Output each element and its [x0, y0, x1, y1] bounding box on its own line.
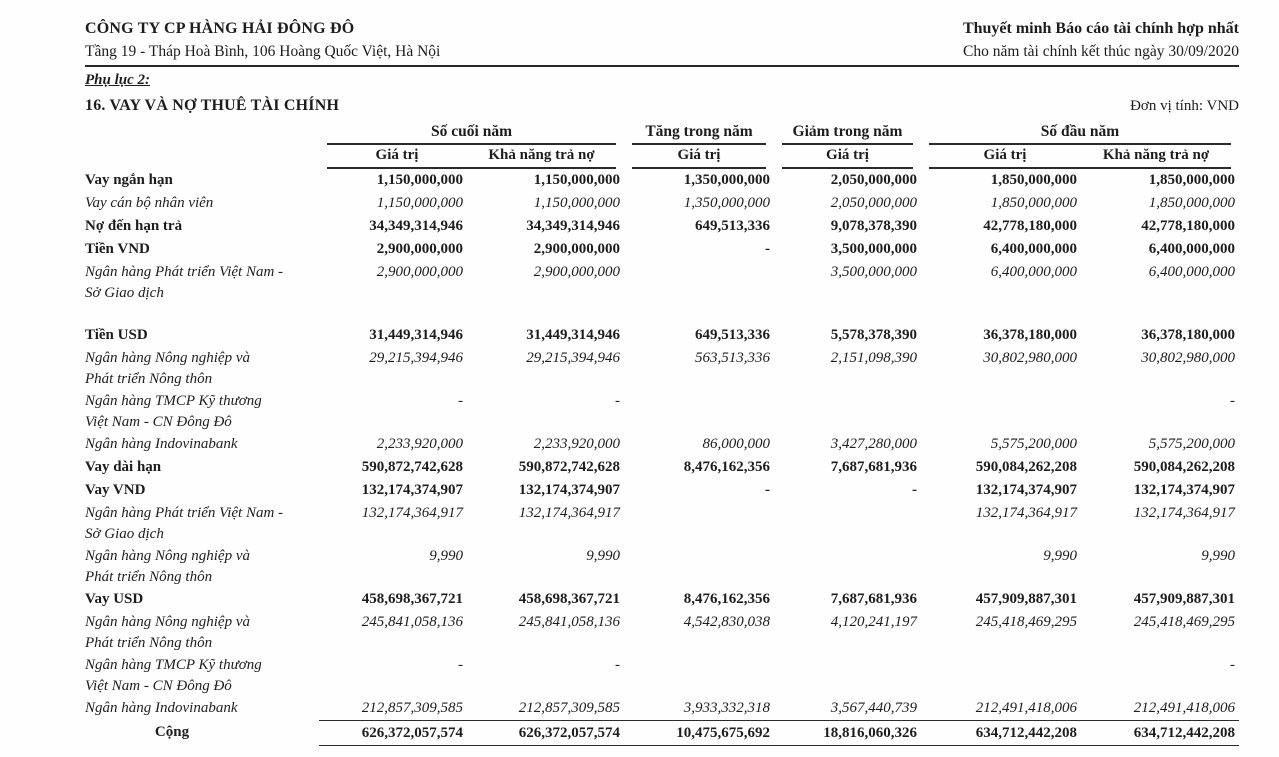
appendix-label: Phụ lục 2: — [85, 72, 151, 88]
cell-value: - — [912, 482, 917, 498]
company-name: CÔNG TY CP HÀNG HẢI ĐÔNG ĐÔ — [85, 20, 355, 37]
cell-value: 212,491,418,006 — [1081, 697, 1239, 721]
table-row — [85, 545, 1239, 588]
cell-value: 132,174,374,907 — [361, 482, 463, 498]
cell-value — [624, 545, 774, 588]
column-group-row — [85, 123, 1239, 145]
cell-value: 1,850,000,000 — [990, 172, 1077, 188]
subheader-value-2: Giá trị — [624, 145, 774, 169]
table-row — [85, 261, 1239, 304]
unit-label: Đơn vị tính: VND — [1130, 98, 1239, 114]
cell-value: 3,567,440,739 — [774, 697, 921, 721]
cell-value: 590,872,742,628 — [361, 459, 463, 475]
col-group-beginning: Số đầu năm — [921, 123, 1239, 145]
cell-value: 1,850,000,000 — [1148, 195, 1235, 211]
cell-value — [624, 261, 774, 304]
cell-value: 458,698,367,721 — [361, 591, 463, 607]
cell-value: 2,900,000,000 — [533, 241, 620, 257]
cell-value: 1,150,000,000 — [376, 172, 463, 188]
table-row — [85, 169, 1239, 192]
cell-value: 36,378,180,000 — [1141, 327, 1235, 343]
cell-value: 2,050,000,000 — [830, 195, 917, 211]
table-row — [85, 347, 1239, 390]
cell-value: - — [1230, 393, 1235, 409]
cell-value: 457,909,887,301 — [1133, 591, 1235, 607]
row-label: Ngân hàng Indovinabank — [85, 436, 238, 452]
cell-value: 457,909,887,301 — [975, 591, 1077, 607]
table-row — [85, 697, 1239, 721]
cell-value: 30,802,980,000 — [1141, 350, 1235, 366]
table-row — [85, 654, 1239, 697]
cell-value: 5,575,200,000 — [1148, 436, 1235, 452]
row-label: Vay USD — [85, 591, 144, 607]
report-period: Cho năm tài chính kết thúc ngày 30/09/2020 — [963, 43, 1239, 60]
row-label: Ngân hàng Phát triển Việt Nam - Sở Giao dịch — [85, 264, 284, 301]
cell-value: - — [615, 657, 620, 673]
cell-value: 29,215,394,946 — [526, 350, 620, 366]
cell-value: 8,476,162,356 — [683, 459, 770, 475]
subheader-repay-1: Khả năng trả nợ — [467, 145, 624, 169]
cell-value: 3,500,000,000 — [830, 241, 917, 257]
table-row — [85, 611, 1239, 654]
cell-value: 1,350,000,000 — [683, 172, 770, 188]
cell-value: 30,802,980,000 — [983, 350, 1077, 366]
cell-value — [624, 502, 774, 545]
cell-value: 132,174,364,917 — [975, 505, 1077, 521]
cell-value — [921, 654, 1081, 697]
subheader-value-4: Giá trị — [921, 145, 1081, 169]
table-row — [85, 588, 1239, 611]
cell-value: 31,449,314,946 — [526, 327, 620, 343]
letterhead — [85, 20, 1239, 61]
cell-value: 458,698,367,721 — [518, 591, 620, 607]
cell-value: 1,150,000,000 — [376, 195, 463, 211]
cell-value: 132,174,374,907 — [1133, 482, 1235, 498]
cell-value: 212,857,309,585 — [467, 697, 624, 721]
cell-value: 2,900,000,000 — [533, 264, 620, 280]
cell-value: 245,841,058,136 — [518, 614, 620, 630]
cell-value: 8,476,162,356 — [683, 591, 770, 607]
row-label: Vay VND — [85, 482, 146, 498]
cell-value: - — [458, 657, 463, 673]
cell-value: 2,900,000,000 — [376, 264, 463, 280]
table-row — [85, 456, 1239, 479]
table-row — [85, 192, 1239, 215]
row-label: Tiền USD — [85, 327, 148, 343]
cell-value: - — [615, 393, 620, 409]
cell-value: 626,372,057,574 — [319, 721, 467, 746]
row-label: Vay cán bộ nhân viên — [85, 195, 214, 211]
col-group-decrease: Giảm trong năm — [774, 123, 921, 145]
cell-value: 590,872,742,628 — [518, 459, 620, 475]
cell-value: 34,349,314,946 — [526, 218, 620, 234]
row-label: Ngân hàng Nông nghiệp và Phát triển Nông thôn — [85, 614, 250, 651]
cell-value — [774, 502, 921, 545]
cell-value: - — [1230, 657, 1235, 673]
cell-value: 1,850,000,000 — [1148, 172, 1235, 188]
cell-value: 42,778,180,000 — [983, 218, 1077, 234]
cell-value: 7,687,681,936 — [830, 459, 917, 475]
cell-value: 3,427,280,000 — [830, 436, 917, 452]
section-title: 16. VAY VÀ NỢ THUÊ TÀI CHÍNH — [85, 97, 340, 114]
cell-value: 132,174,374,907 — [518, 482, 620, 498]
cell-value: 31,449,314,946 — [369, 327, 463, 343]
table-row — [85, 390, 1239, 433]
cell-value: 29,215,394,946 — [369, 350, 463, 366]
header-divider — [85, 65, 1239, 67]
cell-value — [774, 545, 921, 588]
subheader-value-1: Giá trị — [319, 145, 467, 169]
cell-value: 2,233,920,000 — [376, 436, 463, 452]
row-label: Ngân hàng Nông nghiệp và Phát triển Nông thôn — [85, 350, 250, 387]
cell-value: 245,418,469,295 — [1133, 614, 1235, 630]
cell-value — [774, 390, 921, 433]
cell-value: 7,687,681,936 — [830, 591, 917, 607]
cell-value: 42,778,180,000 — [1141, 218, 1235, 234]
spacer-row — [85, 304, 1239, 324]
cell-value: 6,400,000,000 — [990, 264, 1077, 280]
company-address: Tầng 19 - Tháp Hoà Bình, 106 Hoàng Quốc Việt, Hà Nội — [85, 43, 441, 60]
cell-value: 245,841,058,136 — [361, 614, 463, 630]
row-label: Cộng — [154, 724, 190, 740]
cell-value: 36,378,180,000 — [983, 327, 1077, 343]
cell-value: 3,933,332,318 — [624, 697, 774, 721]
table-row — [85, 215, 1239, 238]
cell-value: 1,150,000,000 — [533, 172, 620, 188]
table-row — [85, 721, 1239, 746]
letterhead-right — [963, 20, 1239, 61]
row-label: Ngân hàng Indovinabank — [85, 700, 238, 716]
row-label: Vay ngắn hạn — [85, 172, 173, 188]
cell-value — [624, 390, 774, 433]
cell-value: 132,174,364,917 — [518, 505, 620, 521]
cell-value: 626,372,057,574 — [467, 721, 624, 746]
cell-value: - — [765, 482, 770, 498]
cell-value: 634,712,442,208 — [921, 721, 1081, 746]
col-group-increase: Tăng trong năm — [624, 123, 774, 145]
col-group-ending: Số cuối năm — [319, 123, 624, 145]
row-label: Ngân hàng TMCP Kỹ thương Việt Nam - CN Đông Đô — [85, 393, 262, 430]
cell-value: 1,150,000,000 — [533, 195, 620, 211]
cell-value: 9,990 — [586, 548, 620, 564]
cell-value: 649,513,336 — [695, 218, 770, 234]
cell-value: 1,350,000,000 — [683, 195, 770, 211]
cell-value: 132,174,364,917 — [361, 505, 463, 521]
loans-table — [85, 123, 1239, 746]
cell-value: 86,000,000 — [702, 436, 770, 452]
report-title: Thuyết minh Báo cáo tài chính hợp nhất — [962, 20, 1239, 37]
cell-value: 9,990 — [1201, 548, 1235, 564]
row-label: Ngân hàng Nông nghiệp và Phát triển Nông thôn — [85, 548, 250, 585]
cell-value: 6,400,000,000 — [990, 241, 1077, 257]
table-row — [85, 324, 1239, 347]
cell-value: 132,174,374,907 — [975, 482, 1077, 498]
cell-value: 212,857,309,585 — [319, 697, 467, 721]
label-column-subheader — [85, 145, 319, 169]
cell-value: - — [765, 241, 770, 257]
cell-value: 5,575,200,000 — [990, 436, 1077, 452]
cell-value: - — [458, 393, 463, 409]
subheader-repay-2: Khả năng trả nợ — [1081, 145, 1239, 169]
cell-value: 6,400,000,000 — [1148, 241, 1235, 257]
cell-value: 1,850,000,000 — [990, 195, 1077, 211]
cell-value: 212,491,418,006 — [921, 697, 1081, 721]
row-label: Vay dài hạn — [85, 459, 162, 475]
cell-value — [624, 654, 774, 697]
cell-value: 2,900,000,000 — [376, 241, 463, 257]
title-row — [85, 97, 1239, 115]
cell-value: 563,513,336 — [695, 350, 770, 366]
cell-value — [774, 654, 921, 697]
row-label: Tiền VND — [85, 241, 150, 257]
cell-value — [921, 390, 1081, 433]
cell-value: 4,120,241,197 — [830, 614, 917, 630]
cell-value: 2,050,000,000 — [830, 172, 917, 188]
cell-value: 3,500,000,000 — [830, 264, 917, 280]
cell-value: 9,990 — [1043, 548, 1077, 564]
cell-value: 590,084,262,208 — [1133, 459, 1235, 475]
row-label: Nợ đến hạn trả — [85, 218, 183, 234]
cell-value: 10,475,675,692 — [624, 721, 774, 746]
row-label: Ngân hàng TMCP Kỹ thương Việt Nam - CN Đông Đô — [85, 657, 262, 694]
letterhead-left — [85, 20, 440, 61]
cell-value: 132,174,364,917 — [1133, 505, 1235, 521]
table-body — [85, 169, 1239, 746]
table-row — [85, 238, 1239, 261]
cell-value: 2,151,098,390 — [830, 350, 917, 366]
cell-value: 18,816,060,326 — [774, 721, 921, 746]
cell-value: 6,400,000,000 — [1148, 264, 1235, 280]
table-row — [85, 502, 1239, 545]
cell-value: 4,542,830,038 — [683, 614, 770, 630]
cell-value: 245,418,469,295 — [975, 614, 1077, 630]
sub-header-row — [85, 145, 1239, 169]
cell-value: 634,712,442,208 — [1081, 721, 1239, 746]
table-row — [85, 479, 1239, 502]
cell-value: 9,078,378,390 — [830, 218, 917, 234]
label-column-header — [85, 123, 319, 145]
table-row — [85, 433, 1239, 456]
cell-value: 590,084,262,208 — [975, 459, 1077, 475]
row-label: Ngân hàng Phát triển Việt Nam - Sở Giao dịch — [85, 505, 284, 542]
cell-value: 5,578,378,390 — [830, 327, 917, 343]
cell-value: 2,233,920,000 — [533, 436, 620, 452]
subheader-value-3: Giá trị — [774, 145, 921, 169]
cell-value: 649,513,336 — [695, 327, 770, 343]
cell-value: 34,349,314,946 — [369, 218, 463, 234]
cell-value: 9,990 — [429, 548, 463, 564]
